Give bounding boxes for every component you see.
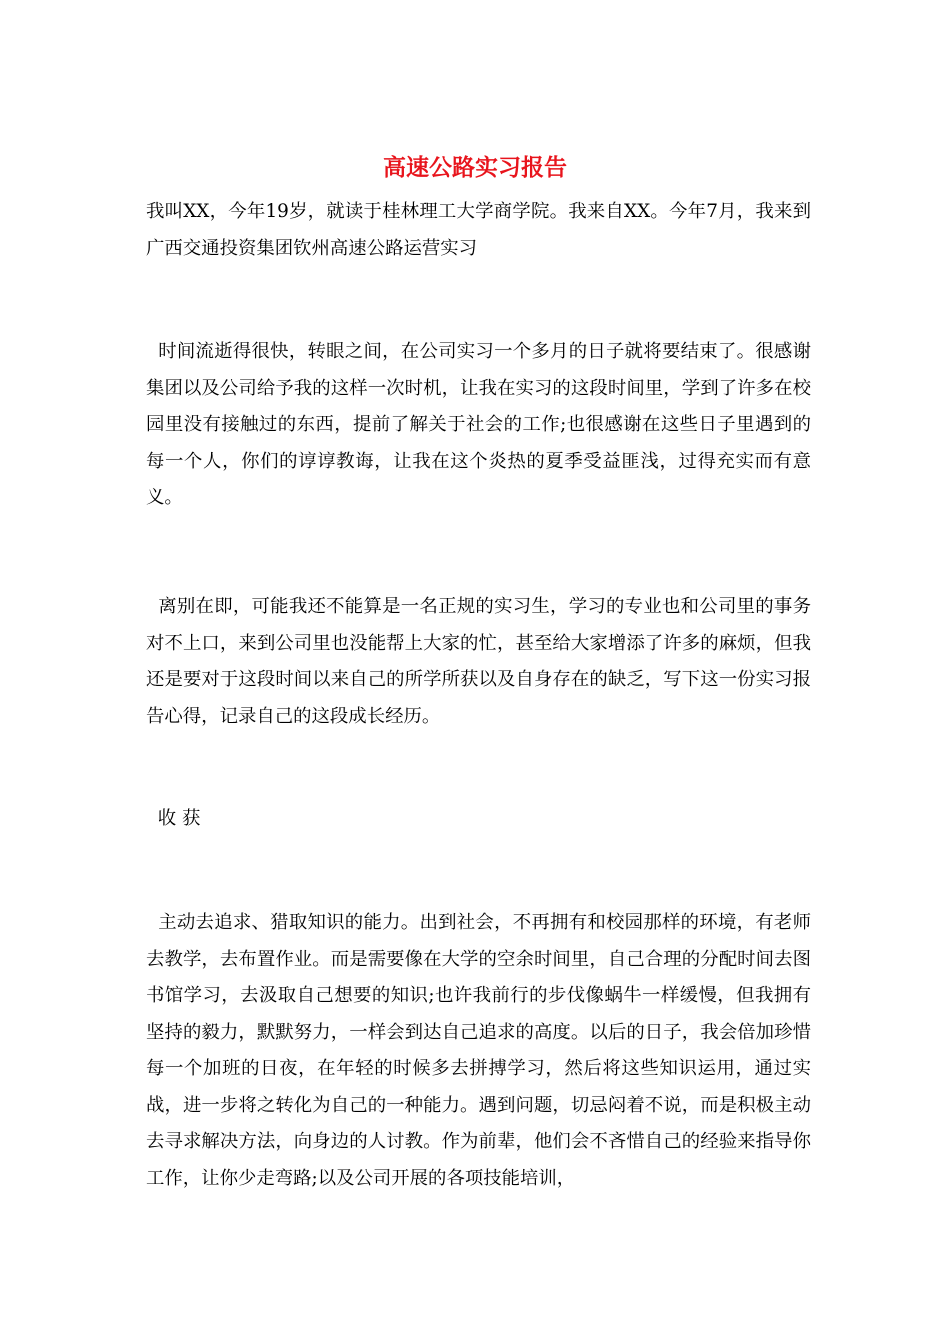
paragraph-farewell: 离别在即，可能我还不能算是一名正规的实习生，学习的专业也和公司里的事务对不上口，来到公司里也没能帮上大家的忙，甚至给大家增添了许多的麻烦，但我还是要对于这段时间以来自己的所学所获以及自身存在的缺乏，写下这一份实习报告心得，记录自己的这段成长经历。 <box>146 596 811 727</box>
paragraph-gains-detail: 主动去追求、猎取知识的能力。出到社会，不再拥有和校园那样的环境，有老师去教学，去布置作业。而是需要像在大学的空余时间里，自己合理的分配时间去图书馆学习，去汲取自己想要的知识;也许我前行的步伐像蜗牛一样缓慢，但我拥有坚持的毅力，默默努力，一样会到达自己追求的高度。以后的日子，我会倍加珍惜每一个加班的日夜，在年轻的时候多去拼搏学习，然后将这些知识运用，通过实战，进一步将之转化为自己的一种能力。遇到问题，切忌闷着不说，而是积极主动去寻求解决方法，向身边的人讨教。作为前辈，他们会不吝惜自己的经验来指导你工作，让你少走弯路;以及公司开展的各项技能培训， <box>146 912 811 1189</box>
section-heading-gains: 收 获 <box>146 808 201 829</box>
document-title: 高速公路实习报告 <box>383 154 567 181</box>
intro-paragraph: 我叫XX，今年19岁，就读于桂林理工大学商学院。我来自XX。今年7月，我来到广西交通投资集团钦州高速公路运营实习 <box>146 201 811 259</box>
paragraph-time-flies: 时间流逝得很快，转眼之间，在公司实习一个多月的日子就将要结束了。很感谢集团以及公司给予我的这样一次时机，让我在实习的这段时间里，学到了许多在校园里没有接触过的东西，提前了解关于社会的工作;也很感谢在这些日子里遇到的每一个人，你们的谆谆教诲，让我在这个炎热的夏季受益匪浅，过得充实而有意义。 <box>146 341 811 508</box>
